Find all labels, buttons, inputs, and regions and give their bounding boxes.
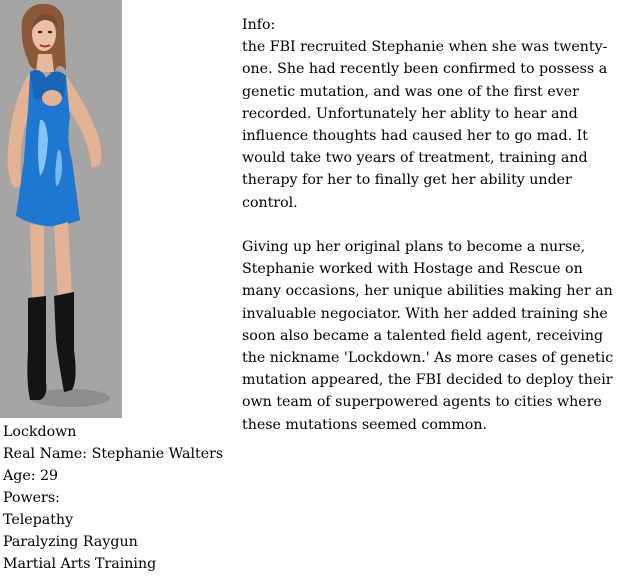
left-boot (27, 296, 46, 400)
right-boot (54, 292, 76, 392)
bio-heading: Info: (242, 17, 276, 33)
real-name: Real Name: Stephanie Walters (3, 446, 224, 462)
right-leg (54, 222, 72, 298)
bio-text (242, 14, 617, 436)
character-stats (3, 421, 238, 575)
age: Age: 29 (3, 468, 59, 484)
left-leg (30, 224, 44, 298)
powers-label: Powers: (3, 490, 60, 506)
neck (36, 54, 54, 72)
power-item: Martial Arts Training (3, 556, 157, 572)
power-item: Telepathy (3, 512, 74, 528)
bio-paragraph: the FBI recruited Stephanie when she was twenty-one. She had recently been confirmed to possess a genetic mutation, and was one of the first ever recorded. Unfortunately her ablity to hear and influence thoughts had caused her to go mad. It would take two years of treatment, training and therapy for her to finally get her ability under control. (242, 39, 608, 211)
bio-paragraph: Giving up her original plans to become a nurse, Stephanie worked with Hostage and Rescue on many occasions, her unique abilities making her an invaluable negociator. With her added training she soon also became a talented field agent, receiving the nickname 'Lockdown.' As more cases of genetic mutation appeared, the FBI decided to deploy their own team of superpowered agents to cities where these mutations seemed common. (242, 239, 614, 433)
power-item: Paralyzing Raygun (3, 534, 138, 550)
character-portrait (0, 0, 122, 418)
right-arm (66, 76, 101, 168)
character-figure (0, 0, 122, 418)
codename: Lockdown (3, 424, 77, 440)
